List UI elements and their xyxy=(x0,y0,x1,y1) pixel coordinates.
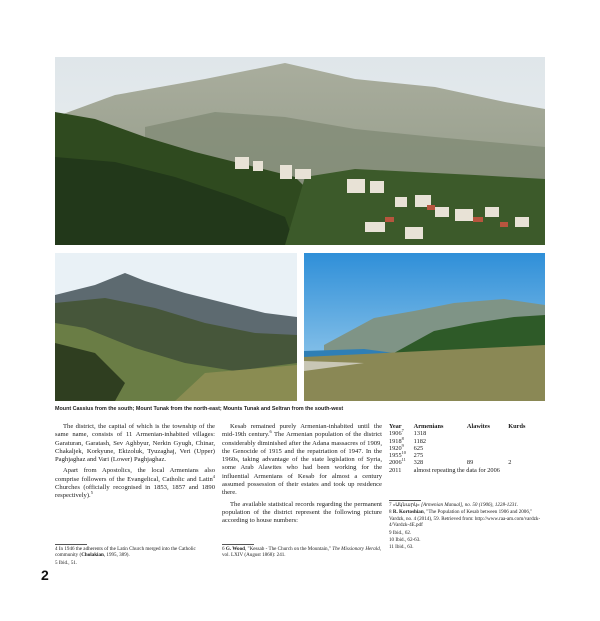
population-table xyxy=(389,423,539,474)
table-row: 1920$^9$ 625 xyxy=(389,442,424,452)
paragraph: The district, the capital of which is the township of the same name, consists of 11 Armenian-inhabited villages: Garaturan, Garatash, Sev Aghbyur, Nerkin Gyugh, Chinar, Chakaljek, Korkyune, Ekizoluk, Tyuzaghaj, Veri (Upper) Paghjaghaz and Vari (Lower) Paghjaghaz. xyxy=(55,423,215,464)
text-column-2 xyxy=(222,423,382,529)
footnotes-column-2 xyxy=(222,544,382,560)
table-row: 1918$^8$ 1182 xyxy=(389,435,427,445)
table-header-row xyxy=(389,423,539,430)
footnotes-column-3 xyxy=(389,500,545,552)
table-row: 2011 almost repeating the data for 2006 xyxy=(389,466,500,474)
photo-mount-tunak-ne xyxy=(55,253,297,401)
table-header: Alawites xyxy=(466,423,491,430)
footnote: 5 Ibid., 51. xyxy=(55,559,78,566)
photo-mounts-tunak-seltran xyxy=(304,253,545,401)
text-column-1 xyxy=(55,423,215,504)
paragraph: The available statistical records regarding the permanent population of the district represent the following picture according to house numbers: xyxy=(222,500,382,525)
footnote: 10 Ibid., 62-63. xyxy=(389,537,421,544)
table-row: 2006$^{11}$ 328 89 2 xyxy=(389,457,512,467)
footnote-rule xyxy=(389,500,421,501)
footnote-rule xyxy=(222,544,254,545)
table-header: Year xyxy=(389,423,402,430)
footnote: 6 G. Wood, "Kessab - The Church on the Mountain," The Missionary Herald, vol. LXIV (August 1868): 241. xyxy=(222,546,382,559)
footnote: 7 «Ակնարկ» [Armenian Manual], no. 50 (1906), 1228-1231. xyxy=(389,502,519,508)
paragraph: Kesab remained purely Armenian-inhabited until the mid-19th century.$^6$ The Armenian population of the district considerably diminished after the Adana massacres of 1909, the Genocide of 1915 and the repatriation of 1947. In the 1960s, taking advantage of the state legislation of Syria, some Arab Alawites who had been working for the influential Armenians of Kesab for almost a century assumed possession of their estates and took up residence there. xyxy=(222,423,382,497)
paragraph: Apart from Apostolics, the local Armenians also comprise followers of the Evangelical, Catholic and Latin$^4$ Churches (officially recognised in 1853, 1857 and 1890 respectively).$^5$ xyxy=(55,467,215,500)
photo-mount-cassius xyxy=(55,57,545,245)
text-column-3 xyxy=(389,423,545,474)
footnote-rule xyxy=(55,544,87,545)
table-row: 1906$^7$ 1318 xyxy=(389,428,427,438)
footnote: 4 In 1946 the adherents of the Latin Church merged into the Catholic community (Cholakian, 1995, 389). xyxy=(55,546,196,559)
table-header: Kurds xyxy=(508,423,526,430)
footnote: 11 Ibid., 63. xyxy=(389,544,414,551)
footnotes-column-1 xyxy=(55,544,215,567)
table-row: 1955$^{10}$ 275 xyxy=(389,450,424,460)
table-header: Armenians xyxy=(413,423,444,430)
page-number: 2 xyxy=(41,567,49,583)
footnote: 9 Ibid., 62. xyxy=(389,529,412,536)
footnote: 8 R. Kortoshian, "The Population of Kesab between 1906 and 2006," Vardzk, no. 4 (2014), 59. Retrieved from: http://www.raa-am.com/vardzk-4/Vardzk-4E.pdf xyxy=(389,509,541,529)
photo-caption: Mount Cassius from the south; Mount Tunak from the north-east; Mounts Tunak and Seltran from the south-west xyxy=(55,406,344,412)
